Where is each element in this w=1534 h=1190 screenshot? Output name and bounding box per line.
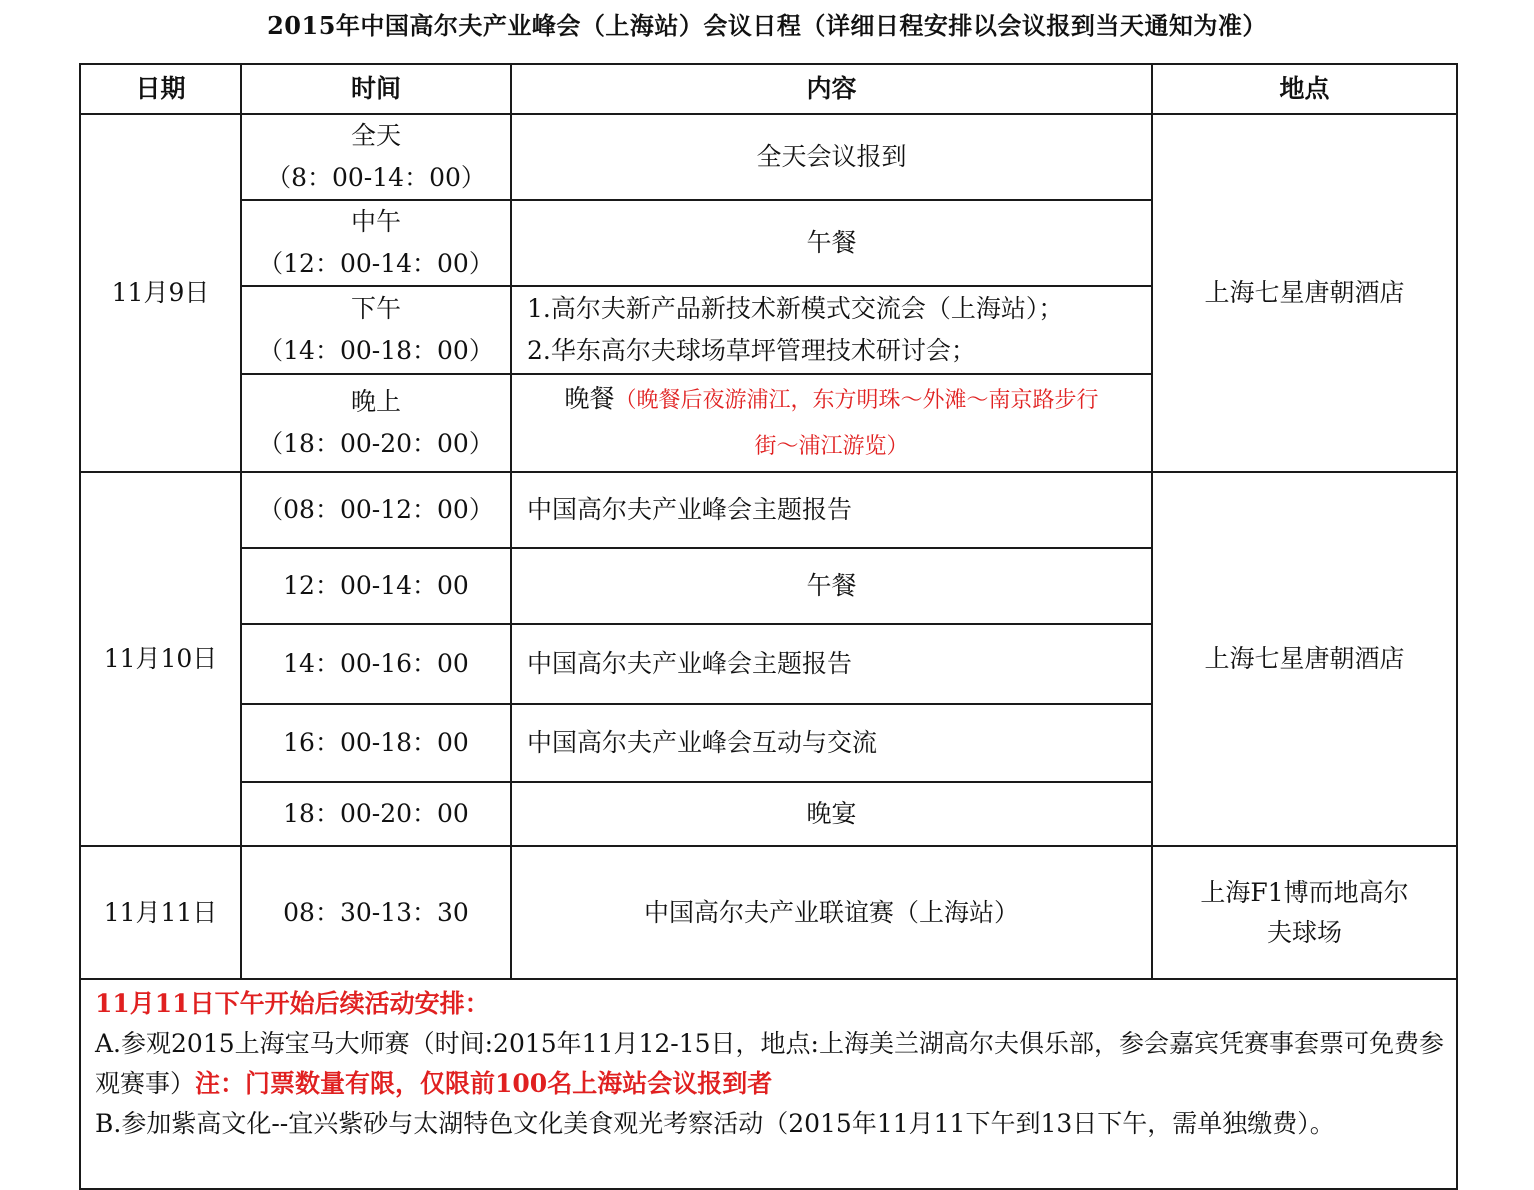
- note-b: B.参加紫高文化--宜兴紫砂与太湖特色文化美食观光考察活动（2015年11月11下午到13日下午，需单独缴费）。: [95, 1109, 1335, 1138]
- place-line: 上海F1博而地高尔: [1200, 877, 1409, 907]
- time-cell: [241, 286, 511, 374]
- time-cell: （08：00-12：00）: [241, 472, 511, 548]
- notes-header: 11月11日下午开始后续活动安排：: [95, 989, 490, 1018]
- time-cell: [241, 374, 511, 472]
- time-cell: [241, 200, 511, 286]
- time-cell: 14：00-16：00: [241, 624, 511, 704]
- day2-place: 上海七星唐朝酒店: [1152, 472, 1457, 846]
- time-cell: 16：00-18：00: [241, 704, 511, 782]
- header-row: [80, 64, 1457, 114]
- content-cell: 午餐: [511, 200, 1152, 286]
- dinner-label: 晚餐: [564, 384, 615, 413]
- time-cell: 12：00-14：00: [241, 548, 511, 624]
- header-content: 内容: [511, 64, 1152, 114]
- day3-place: [1152, 846, 1457, 979]
- content-cell: 全天会议报到: [511, 114, 1152, 200]
- page-title: 2015年中国高尔夫产业峰会（上海站）会议日程（详细日程安排以会议报到当天通知为准）: [267, 11, 1267, 40]
- time-cell: 08：30-13：30: [241, 846, 511, 979]
- content-line: 2.华东高尔夫球场草坪管理技术研讨会；: [527, 336, 976, 365]
- notes-row: [80, 979, 1457, 1189]
- header-place: 地点: [1152, 64, 1457, 114]
- time-label: 晚上: [350, 387, 401, 416]
- place-line: 夫球场: [1266, 917, 1342, 947]
- header-date: 日期: [80, 64, 241, 114]
- time-range: （12：00-14：00）: [258, 249, 494, 278]
- time-label: 下午: [350, 294, 401, 323]
- note-a-warning: 注：门票数量有限，仅限前100名上海站会议报到者: [195, 1069, 773, 1098]
- time-label: 中午: [350, 207, 401, 236]
- time-cell: 18：00-20：00: [241, 782, 511, 846]
- time-range: （18：00-20：00）: [258, 429, 494, 458]
- table-row: [80, 114, 1457, 200]
- table-row: [80, 472, 1457, 548]
- note-a: [95, 1024, 1444, 1104]
- day3-date: 11月11日: [80, 846, 241, 979]
- day2-date: 11月10日: [80, 472, 241, 846]
- header-time: 时间: [241, 64, 511, 114]
- day1-date: 11月9日: [80, 114, 241, 472]
- schedule-table: [79, 63, 1458, 1190]
- time-range: （14：00-18：00）: [258, 336, 494, 365]
- dinner-note: （晚餐后夜游浦江，东方明珠～外滩～南京路步行: [614, 388, 1099, 413]
- content-cell: [511, 286, 1152, 374]
- notes-cell: [80, 979, 1457, 1189]
- day1-place: 上海七星唐朝酒店: [1152, 114, 1457, 472]
- table-row: [80, 846, 1457, 979]
- content-cell: [511, 374, 1152, 472]
- content-line: 1.高尔夫新产品新技术新模式交流会（上海站）；: [527, 294, 1064, 323]
- note-a-text: A.参观2015上海宝马大师赛（时间:2015年11月12-15日，地点:上海美兰湖高尔夫俱乐部，参会嘉宾凭赛事套票可免费参观赛事）: [95, 1029, 1444, 1098]
- time-label: 全天: [350, 121, 401, 150]
- time-range: （8：00-14：00）: [266, 163, 486, 192]
- content-cell: 中国高尔夫产业峰会主题报告: [511, 472, 1152, 548]
- time-cell: [241, 114, 511, 200]
- content-cell: 中国高尔夫产业联谊赛（上海站）: [511, 846, 1152, 979]
- dinner-note-cont: 街～浦江游览）: [754, 434, 909, 459]
- content-cell: 中国高尔夫产业峰会互动与交流: [511, 704, 1152, 782]
- content-cell: 午餐: [511, 548, 1152, 624]
- content-cell: 晚宴: [511, 782, 1152, 846]
- content-cell: 中国高尔夫产业峰会主题报告: [511, 624, 1152, 704]
